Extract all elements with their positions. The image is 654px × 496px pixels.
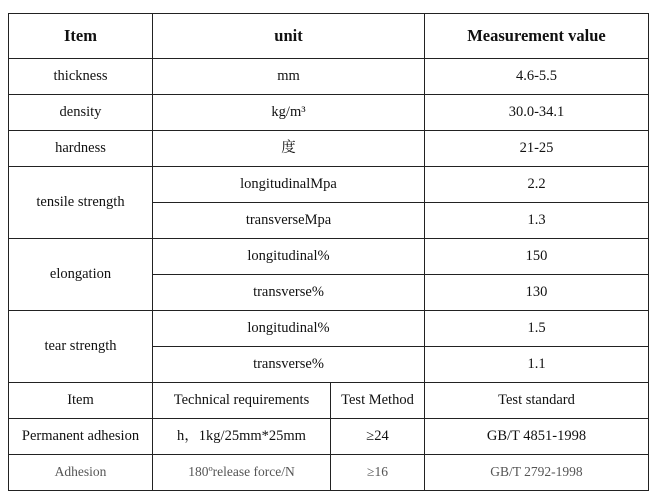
row-value: 1.1 xyxy=(425,347,649,383)
table-row xyxy=(9,95,649,131)
row-value: 1.3 xyxy=(425,203,649,239)
adhesion-method: ≥16 xyxy=(331,455,425,491)
row-value: 1.5 xyxy=(425,311,649,347)
table-row xyxy=(9,455,649,491)
adhesion-requirements: h，1kg/25mm*25mm xyxy=(153,419,331,455)
row-item: density xyxy=(9,95,153,131)
table-row xyxy=(9,419,649,455)
adhesion-standard: GB/T 2792-1998 xyxy=(425,455,649,491)
adhesion-requirements: 180ºrelease force/N xyxy=(153,455,331,491)
adhesion-header-method: Test Method xyxy=(331,383,425,419)
row-item: hardness xyxy=(9,131,153,167)
row-value: 4.6-5.5 xyxy=(425,59,649,95)
adhesion-header-item: Item xyxy=(9,383,153,419)
adhesion-method: ≥24 xyxy=(331,419,425,455)
row-unit: longitudinal% xyxy=(153,239,425,275)
row-unit: kg/m³ xyxy=(153,95,425,131)
table-header-row xyxy=(9,14,649,59)
row-item: thickness xyxy=(9,59,153,95)
table-row xyxy=(9,167,649,203)
header-measurement-value: Measurement value xyxy=(425,14,649,59)
table-row xyxy=(9,239,649,275)
table-row xyxy=(9,59,649,95)
spec-table xyxy=(8,13,649,491)
row-unit: mm xyxy=(153,59,425,95)
header-item: Item xyxy=(9,14,153,59)
table-row xyxy=(9,131,649,167)
row-value: 30.0-34.1 xyxy=(425,95,649,131)
row-unit: 度 xyxy=(153,131,425,167)
group-item: tensile strength xyxy=(9,167,153,239)
row-value: 21-25 xyxy=(425,131,649,167)
row-value: 2.2 xyxy=(425,167,649,203)
row-unit: transverseMpa xyxy=(153,203,425,239)
row-unit: longitudinalMpa xyxy=(153,167,425,203)
adhesion-standard: GB/T 4851-1998 xyxy=(425,419,649,455)
row-unit: transverse% xyxy=(153,275,425,311)
row-unit: transverse% xyxy=(153,347,425,383)
group-item: tear strength xyxy=(9,311,153,383)
header-unit: unit xyxy=(153,14,425,59)
row-value: 130 xyxy=(425,275,649,311)
adhesion-item: Permanent adhesion xyxy=(9,419,153,455)
table-row xyxy=(9,311,649,347)
group-item: elongation xyxy=(9,239,153,311)
adhesion-item: Adhesion xyxy=(9,455,153,491)
row-value: 150 xyxy=(425,239,649,275)
adhesion-header-requirements: Technical requirements xyxy=(153,383,331,419)
adhesion-header-standard: Test standard xyxy=(425,383,649,419)
row-unit: longitudinal% xyxy=(153,311,425,347)
adhesion-header-row xyxy=(9,383,649,419)
